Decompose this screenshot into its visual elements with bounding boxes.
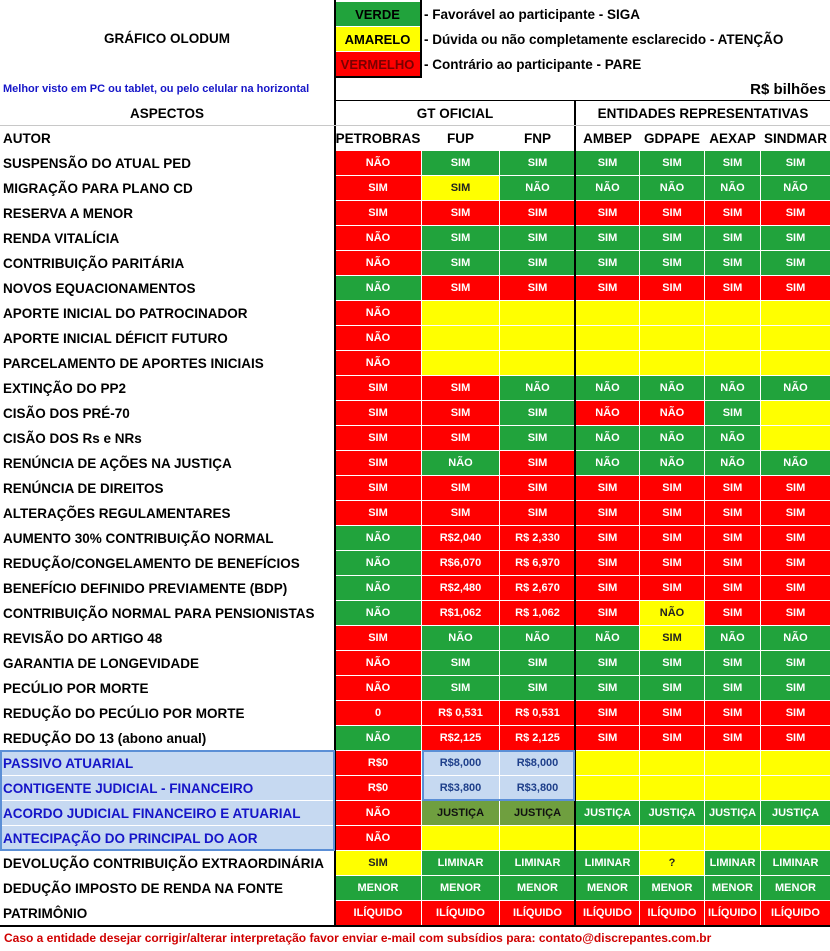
cell-sindmar xyxy=(761,401,830,425)
row-label: NOVOS EQUACIONAMENTOS xyxy=(0,276,334,300)
cell-petrobras: NÃO xyxy=(335,251,421,275)
cell-fnp: R$ 2,330 xyxy=(500,526,575,550)
row-label: SUSPENSÃO DO ATUAL PED xyxy=(0,151,334,175)
cell-aexap: LIMINAR xyxy=(705,851,760,875)
cell-petrobras: NÃO xyxy=(335,351,421,375)
cell-aexap: SIM xyxy=(705,526,760,550)
cell-sindmar: LIMINAR xyxy=(761,851,830,875)
cell-ambep xyxy=(576,751,639,775)
cell-petrobras: R$0 xyxy=(335,776,421,800)
cell-fup: SIM xyxy=(422,276,499,300)
cell-gdpape: ? xyxy=(640,851,704,875)
cell-ambep xyxy=(576,301,639,325)
cell-petrobras: SIM xyxy=(335,501,421,525)
cell-fup: SIM xyxy=(422,251,499,275)
cell-gdpape: SIM xyxy=(640,251,704,275)
row-label: EXTINÇÃO DO PP2 xyxy=(0,376,334,400)
cell-ambep: ILÍQUIDO xyxy=(576,901,639,925)
cell-gdpape: SIM xyxy=(640,501,704,525)
row-label: BENEFÍCIO DEFINIDO PREVIAMENTE (BDP) xyxy=(0,576,334,600)
cell-gdpape: SIM xyxy=(640,226,704,250)
row-label: PASSIVO ATUARIAL xyxy=(0,751,334,775)
cell-petrobras: SIM xyxy=(335,176,421,200)
cell-gdpape: NÃO xyxy=(640,601,704,625)
cell-ambep: SIM xyxy=(576,651,639,675)
cell-fup: R$8,000 xyxy=(422,751,499,775)
cell-fup: ILÍQUIDO xyxy=(422,901,499,925)
footer-note: Caso a entidade desejar corrigir/alterar interpretação favor enviar e-mail com subsídios para: contato@discrepantes.com.br xyxy=(4,931,712,945)
cell-aexap: NÃO xyxy=(705,376,760,400)
cell-aexap xyxy=(705,301,760,325)
cell-aexap: SIM xyxy=(705,576,760,600)
cell-ambep xyxy=(576,351,639,375)
cell-gdpape: SIM xyxy=(640,551,704,575)
chart-title: GRÁFICO OLODUM xyxy=(0,0,334,77)
legend-verde-text: - Favorável ao participante - SIGA xyxy=(424,6,641,22)
cell-gdpape: SIM xyxy=(640,276,704,300)
cell-fup: NÃO xyxy=(422,451,499,475)
row-label: ALTERAÇÕES REGULAMENTARES xyxy=(0,501,334,525)
cell-gdpape xyxy=(640,301,704,325)
cell-sindmar: NÃO xyxy=(761,451,830,475)
cell-sindmar xyxy=(761,776,830,800)
cell-ambep: JUSTIÇA xyxy=(576,801,639,825)
cell-petrobras: NÃO xyxy=(335,326,421,350)
cell-ambep: SIM xyxy=(576,251,639,275)
header-aspectos: ASPECTOS xyxy=(0,101,334,125)
cell-ambep: SIM xyxy=(576,726,639,750)
cell-sindmar xyxy=(761,826,830,850)
cell-sindmar: SIM xyxy=(761,276,830,300)
cell-fup xyxy=(422,826,499,850)
cell-gdpape: SIM xyxy=(640,576,704,600)
cell-aexap: SIM xyxy=(705,501,760,525)
cell-sindmar: SIM xyxy=(761,576,830,600)
cell-ambep: SIM xyxy=(576,576,639,600)
legend-amarelo-text: - Dúvida ou não completamente esclarecido - ATENÇÃO xyxy=(424,31,784,47)
cell-ambep: SIM xyxy=(576,501,639,525)
cell-gdpape: NÃO xyxy=(640,451,704,475)
cell-fup: LIMINAR xyxy=(422,851,499,875)
cell-gdpape: MENOR xyxy=(640,876,704,900)
cell-fnp: R$3,800 xyxy=(500,776,575,800)
legend-vermelho-swatch: VERMELHO xyxy=(335,52,420,76)
divider-legend xyxy=(420,0,422,77)
cell-fnp: NÃO xyxy=(500,176,575,200)
cell-fup: SIM xyxy=(422,426,499,450)
row-label: PARCELAMENTO DE APORTES INICIAIS xyxy=(0,351,334,375)
row-label: PECÚLIO POR MORTE xyxy=(0,676,334,700)
cell-fnp: R$8,000 xyxy=(500,751,575,775)
cell-petrobras: SIM xyxy=(335,851,421,875)
cell-aexap: SIM xyxy=(705,601,760,625)
cell-aexap: SIM xyxy=(705,476,760,500)
cell-aexap: SIM xyxy=(705,551,760,575)
cell-petrobras: NÃO xyxy=(335,651,421,675)
row-label: APORTE INICIAL DO PATROCINADOR xyxy=(0,301,334,325)
viewing-note: Melhor visto em PC ou tablet, ou pelo celular na horizontal xyxy=(3,83,310,95)
cell-gdpape xyxy=(640,751,704,775)
row-label: CONTIGENTE JUDICIAL - FINANCEIRO xyxy=(0,776,334,800)
cell-ambep: NÃO xyxy=(576,426,639,450)
cell-aexap: SIM xyxy=(705,651,760,675)
cell-ambep: SIM xyxy=(576,701,639,725)
cell-fnp: ILÍQUIDO xyxy=(500,901,575,925)
cell-fnp xyxy=(500,326,575,350)
cell-petrobras: NÃO xyxy=(335,226,421,250)
cell-fup: R$2,125 xyxy=(422,726,499,750)
cell-fnp: SIM xyxy=(500,276,575,300)
cell-petrobras: ILÍQUIDO xyxy=(335,901,421,925)
cell-gdpape xyxy=(640,826,704,850)
cell-petrobras: SIM xyxy=(335,451,421,475)
column-header-gdpape: GDPAPE xyxy=(640,126,704,150)
cell-ambep: NÃO xyxy=(576,451,639,475)
cell-sindmar: SIM xyxy=(761,701,830,725)
cell-petrobras: SIM xyxy=(335,426,421,450)
header-autor: AUTOR xyxy=(0,126,334,150)
cell-fnp: SIM xyxy=(500,401,575,425)
cell-gdpape: SIM xyxy=(640,701,704,725)
cell-petrobras: NÃO xyxy=(335,551,421,575)
cell-fup: R$1,062 xyxy=(422,601,499,625)
cell-fnp: R$ 2,125 xyxy=(500,726,575,750)
cell-petrobras: NÃO xyxy=(335,576,421,600)
cell-ambep: NÃO xyxy=(576,401,639,425)
cell-aexap: NÃO xyxy=(705,426,760,450)
cell-ambep: SIM xyxy=(576,676,639,700)
cell-sindmar xyxy=(761,426,830,450)
cell-petrobras: NÃO xyxy=(335,601,421,625)
cell-petrobras: NÃO xyxy=(335,301,421,325)
row-label: ANTECIPAÇÃO DO PRINCIPAL DO AOR xyxy=(0,826,334,850)
cell-gdpape: NÃO xyxy=(640,426,704,450)
row-label: CISÃO DOS PRÉ-70 xyxy=(0,401,334,425)
row-label: MIGRAÇÃO PARA PLANO CD xyxy=(0,176,334,200)
row-label: CISÃO DOS Rs e NRs xyxy=(0,426,334,450)
cell-fnp: SIM xyxy=(500,201,575,225)
cell-sindmar: SIM xyxy=(761,651,830,675)
row-label: RESERVA A MENOR xyxy=(0,201,334,225)
cell-fup: MENOR xyxy=(422,876,499,900)
cell-fup: R$ 0,531 xyxy=(422,701,499,725)
cell-fnp: LIMINAR xyxy=(500,851,575,875)
cell-petrobras: 0 xyxy=(335,701,421,725)
row-label: CONTRIBUIÇÃO NORMAL PARA PENSIONISTAS xyxy=(0,601,334,625)
cell-fnp: SIM xyxy=(500,476,575,500)
cell-petrobras: NÃO xyxy=(335,826,421,850)
cell-sindmar: SIM xyxy=(761,601,830,625)
divider-legend-bottom xyxy=(334,76,422,78)
cell-petrobras: NÃO xyxy=(335,676,421,700)
row-label: ACORDO JUDICIAL FINANCEIRO E ATUARIAL xyxy=(0,801,334,825)
cell-sindmar: SIM xyxy=(761,251,830,275)
cell-fup: SIM xyxy=(422,651,499,675)
cell-aexap: SIM xyxy=(705,251,760,275)
cell-petrobras: NÃO xyxy=(335,526,421,550)
cell-fnp xyxy=(500,351,575,375)
cell-petrobras: NÃO xyxy=(335,276,421,300)
cell-sindmar: NÃO xyxy=(761,376,830,400)
cell-petrobras: NÃO xyxy=(335,801,421,825)
cell-fnp: MENOR xyxy=(500,876,575,900)
cell-fup xyxy=(422,326,499,350)
column-header-petrobras: PETROBRAS xyxy=(335,126,421,150)
row-label: GARANTIA DE LONGEVIDADE xyxy=(0,651,334,675)
cell-petrobras: NÃO xyxy=(335,726,421,750)
header-entidades: ENTIDADES REPRESENTATIVAS xyxy=(576,101,830,125)
cell-gdpape: ILÍQUIDO xyxy=(640,901,704,925)
cell-ambep: SIM xyxy=(576,226,639,250)
cell-fnp: SIM xyxy=(500,676,575,700)
cell-ambep: SIM xyxy=(576,526,639,550)
cell-fnp: NÃO xyxy=(500,626,575,650)
cell-fnp xyxy=(500,301,575,325)
column-header-fnp: FNP xyxy=(500,126,575,150)
cell-ambep: MENOR xyxy=(576,876,639,900)
cell-ambep: SIM xyxy=(576,601,639,625)
cell-fup xyxy=(422,301,499,325)
cell-ambep xyxy=(576,826,639,850)
cell-sindmar: MENOR xyxy=(761,876,830,900)
cell-fnp: R$ 2,670 xyxy=(500,576,575,600)
cell-gdpape: SIM xyxy=(640,676,704,700)
cell-ambep: LIMINAR xyxy=(576,851,639,875)
cell-sindmar xyxy=(761,751,830,775)
cell-fnp: SIM xyxy=(500,501,575,525)
cell-petrobras: MENOR xyxy=(335,876,421,900)
cell-fnp: JUSTIÇA xyxy=(500,801,575,825)
cell-sindmar xyxy=(761,301,830,325)
row-label: APORTE INICIAL DÉFICIT FUTURO xyxy=(0,326,334,350)
cell-ambep: SIM xyxy=(576,551,639,575)
cell-aexap: SIM xyxy=(705,226,760,250)
cell-petrobras: SIM xyxy=(335,201,421,225)
cell-fup: R$2,480 xyxy=(422,576,499,600)
cell-aexap: SIM xyxy=(705,726,760,750)
cell-gdpape: SIM xyxy=(640,476,704,500)
cell-fnp: R$ 0,531 xyxy=(500,701,575,725)
cell-fnp xyxy=(500,826,575,850)
cell-petrobras: SIM xyxy=(335,626,421,650)
cell-sindmar: SIM xyxy=(761,526,830,550)
cell-aexap: SIM xyxy=(705,201,760,225)
cell-ambep: SIM xyxy=(576,276,639,300)
cell-gdpape: JUSTIÇA xyxy=(640,801,704,825)
cell-fup: R$2,040 xyxy=(422,526,499,550)
cell-gdpape: SIM xyxy=(640,726,704,750)
cell-gdpape: SIM xyxy=(640,526,704,550)
cell-gdpape xyxy=(640,351,704,375)
cell-fup: SIM xyxy=(422,376,499,400)
cell-gdpape: SIM xyxy=(640,651,704,675)
cell-sindmar: JUSTIÇA xyxy=(761,801,830,825)
cell-gdpape: SIM xyxy=(640,626,704,650)
cell-fup: SIM xyxy=(422,401,499,425)
cell-ambep: SIM xyxy=(576,201,639,225)
row-label: RENÚNCIA DE AÇÕES NA JUSTIÇA xyxy=(0,451,334,475)
cell-sindmar: ILÍQUIDO xyxy=(761,901,830,925)
cell-fup: SIM xyxy=(422,501,499,525)
cell-sindmar: SIM xyxy=(761,551,830,575)
cell-aexap: ILÍQUIDO xyxy=(705,901,760,925)
cell-fup: SIM xyxy=(422,176,499,200)
cell-fnp: SIM xyxy=(500,451,575,475)
cell-sindmar: SIM xyxy=(761,476,830,500)
row-label: AUMENTO 30% CONTRIBUIÇÃO NORMAL xyxy=(0,526,334,550)
cell-aexap: SIM xyxy=(705,401,760,425)
cell-fup xyxy=(422,351,499,375)
divider-aspectos xyxy=(334,0,336,926)
cell-aexap: SIM xyxy=(705,151,760,175)
row-label: REDUÇÃO DO PECÚLIO POR MORTE xyxy=(0,701,334,725)
legend-verde-swatch: VERDE xyxy=(335,2,420,26)
cell-fnp: R$ 1,062 xyxy=(500,601,575,625)
cell-petrobras: R$0 xyxy=(335,751,421,775)
cell-gdpape: NÃO xyxy=(640,376,704,400)
cell-sindmar: SIM xyxy=(761,201,830,225)
unit-label: R$ bilhões xyxy=(750,80,826,98)
cell-gdpape xyxy=(640,776,704,800)
cell-ambep xyxy=(576,776,639,800)
cell-gdpape xyxy=(640,326,704,350)
cell-sindmar: SIM xyxy=(761,676,830,700)
column-header-ambep: AMBEP xyxy=(576,126,639,150)
cell-gdpape: NÃO xyxy=(640,176,704,200)
cell-aexap: NÃO xyxy=(705,176,760,200)
row-label: RENÚNCIA DE DIREITOS xyxy=(0,476,334,500)
divider-group-top xyxy=(334,100,830,101)
row-label: CONTRIBUIÇÃO PARITÁRIA xyxy=(0,251,334,275)
column-header-fup: FUP xyxy=(422,126,499,150)
cell-petrobras: SIM xyxy=(335,476,421,500)
cell-fnp: SIM xyxy=(500,426,575,450)
cell-ambep: SIM xyxy=(576,476,639,500)
cell-aexap xyxy=(705,826,760,850)
cell-fnp: NÃO xyxy=(500,376,575,400)
row-label: PATRIMÔNIO xyxy=(0,901,334,925)
cell-sindmar: SIM xyxy=(761,501,830,525)
cell-sindmar: SIM xyxy=(761,226,830,250)
row-label: DEVOLUÇÃO CONTRIBUIÇÃO EXTRAORDINÁRIA xyxy=(0,851,334,875)
cell-fnp: R$ 6,970 xyxy=(500,551,575,575)
column-header-sindmar: SINDMAR xyxy=(761,126,830,150)
cell-fup: R$6,070 xyxy=(422,551,499,575)
cell-fup: SIM xyxy=(422,476,499,500)
cell-fnp: SIM xyxy=(500,226,575,250)
cell-ambep: NÃO xyxy=(576,176,639,200)
cell-aexap: SIM xyxy=(705,276,760,300)
row-label: REDUÇÃO/CONGELAMENTO DE BENEFÍCIOS xyxy=(0,551,334,575)
divider-group-bottom xyxy=(0,125,830,126)
cell-sindmar xyxy=(761,351,830,375)
cell-fup: SIM xyxy=(422,226,499,250)
cell-gdpape: SIM xyxy=(640,201,704,225)
cell-aexap: NÃO xyxy=(705,626,760,650)
cell-ambep: NÃO xyxy=(576,626,639,650)
cell-aexap xyxy=(705,326,760,350)
cell-aexap: SIM xyxy=(705,676,760,700)
cell-sindmar: NÃO xyxy=(761,626,830,650)
cell-petrobras: NÃO xyxy=(335,151,421,175)
cell-fnp: SIM xyxy=(500,151,575,175)
cell-ambep: SIM xyxy=(576,151,639,175)
cell-fup: SIM xyxy=(422,201,499,225)
column-header-aexap: AEXAP xyxy=(705,126,760,150)
divider-entidades xyxy=(574,101,576,926)
cell-fnp: SIM xyxy=(500,651,575,675)
cell-ambep xyxy=(576,326,639,350)
cell-fup: SIM xyxy=(422,676,499,700)
cell-aexap xyxy=(705,776,760,800)
cell-aexap: MENOR xyxy=(705,876,760,900)
cell-aexap xyxy=(705,751,760,775)
cell-petrobras: SIM xyxy=(335,376,421,400)
header-gt-oficial: GT OFICIAL xyxy=(335,101,575,125)
cell-gdpape: SIM xyxy=(640,151,704,175)
cell-sindmar xyxy=(761,326,830,350)
cell-fnp: SIM xyxy=(500,251,575,275)
cell-aexap: JUSTIÇA xyxy=(705,801,760,825)
cell-petrobras: SIM xyxy=(335,401,421,425)
cell-gdpape: NÃO xyxy=(640,401,704,425)
cell-fup: SIM xyxy=(422,151,499,175)
cell-ambep: NÃO xyxy=(576,376,639,400)
cell-aexap: NÃO xyxy=(705,451,760,475)
cell-sindmar: NÃO xyxy=(761,176,830,200)
cell-fup: JUSTIÇA xyxy=(422,801,499,825)
cell-fup: NÃO xyxy=(422,626,499,650)
cell-aexap xyxy=(705,351,760,375)
legend-vermelho-text: - Contrário ao participante - PARE xyxy=(424,56,642,72)
row-label: REVISÃO DO ARTIGO 48 xyxy=(0,626,334,650)
cell-sindmar: SIM xyxy=(761,151,830,175)
cell-fup: R$3,800 xyxy=(422,776,499,800)
cell-sindmar: SIM xyxy=(761,726,830,750)
row-label: REDUÇÃO DO 13 (abono anual) xyxy=(0,726,334,750)
legend-amarelo-swatch: AMARELO xyxy=(335,27,420,51)
row-label: RENDA VITALÍCIA xyxy=(0,226,334,250)
cell-aexap: SIM xyxy=(705,701,760,725)
row-label: DEDUÇÃO IMPOSTO DE RENDA NA FONTE xyxy=(0,876,334,900)
